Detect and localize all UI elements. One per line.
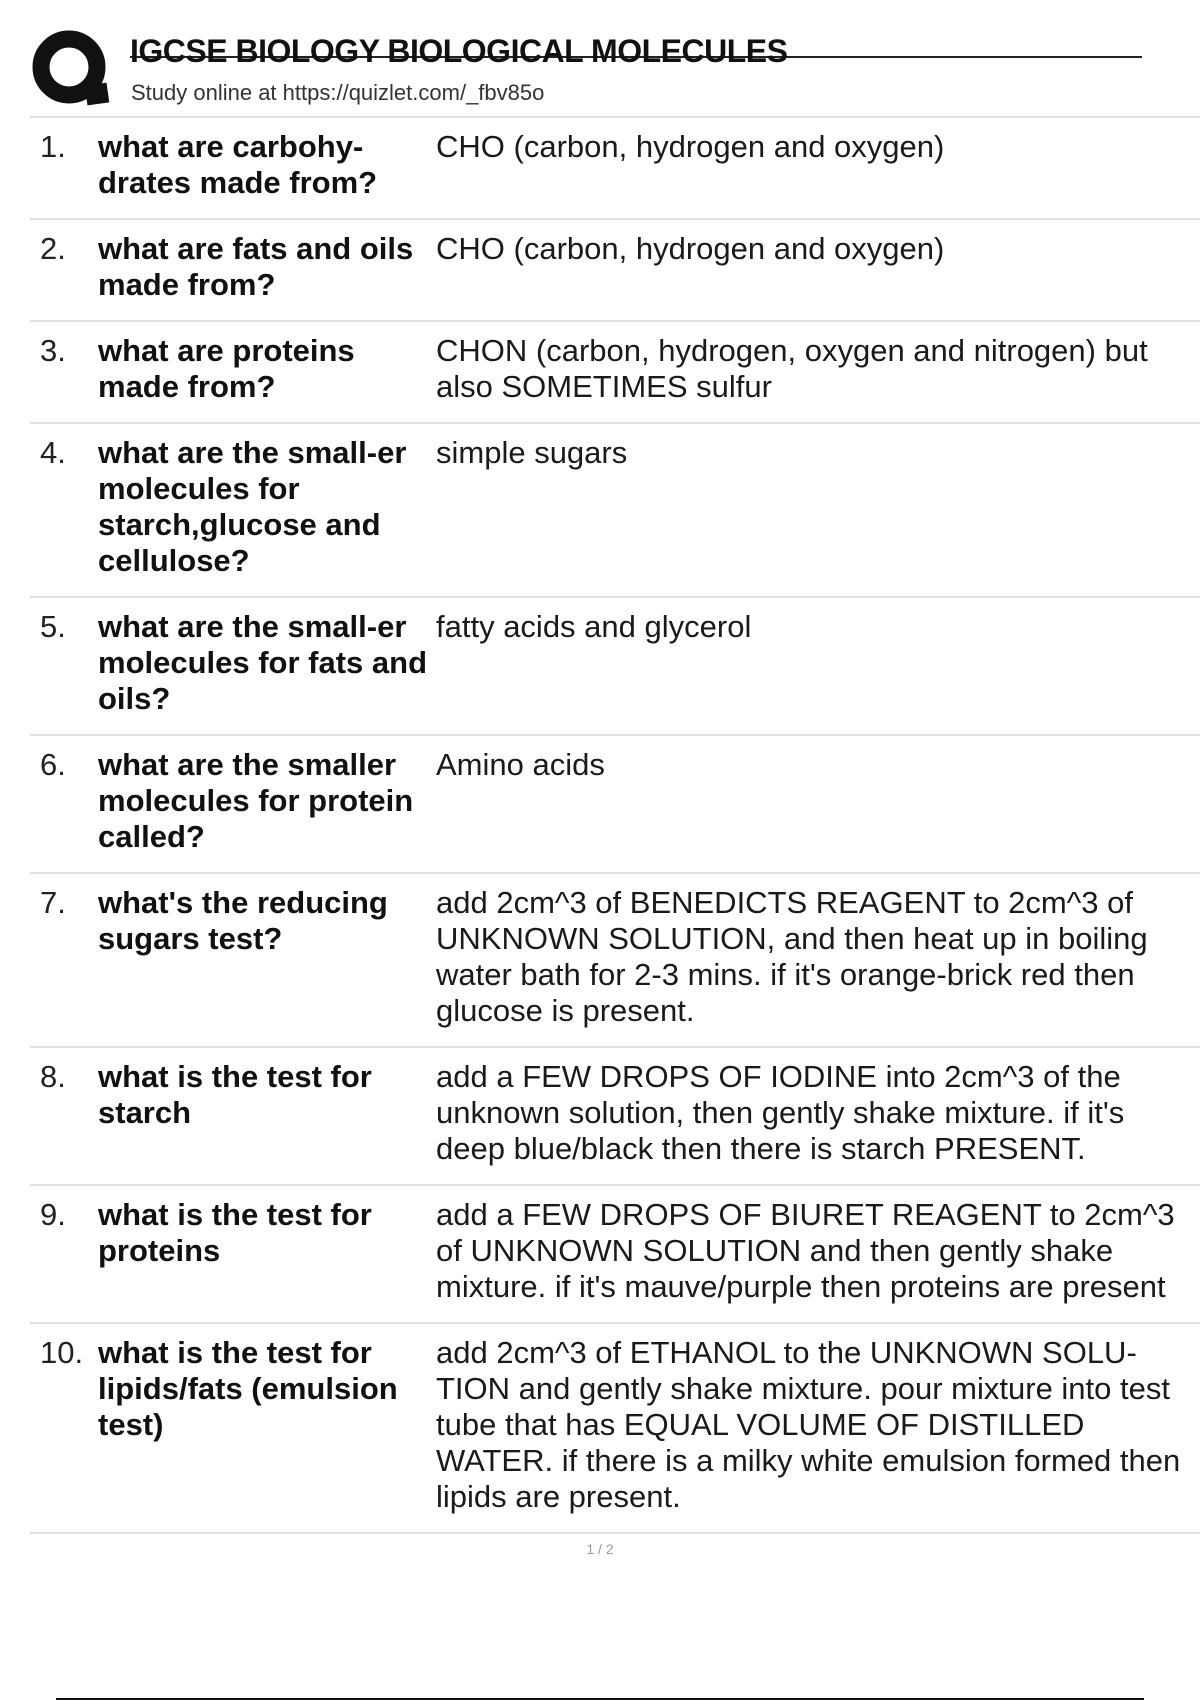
flashcard-row bbox=[30, 1324, 1200, 1534]
card-definition: simple sugars bbox=[436, 435, 628, 470]
card-definition: add 2cm^3 of BENEDICTS REAGENT to 2cm^3 of UNKNOWN SOLUTION, and then heat up in boiling water bath for 2-3 mins. if it's orange-brick red then glucose is present. bbox=[436, 885, 1148, 1028]
card-definition: add 2cm^3 of ETHANOL to the UNKNOWN SOLU-TION and gently shake mixture. pour mixture into test tube that has EQUAL VOLUME OF DISTILLED WATER. if there is a milky white emulsion formed then lipids are present. bbox=[436, 1335, 1181, 1514]
card-term: what is the test for starch bbox=[98, 1059, 372, 1130]
card-number: 3. bbox=[40, 333, 66, 368]
flashcard-row bbox=[30, 220, 1200, 322]
card-term: what are proteins made from? bbox=[98, 333, 355, 404]
document-header bbox=[0, 0, 1200, 118]
flashcard-row bbox=[30, 322, 1200, 424]
card-term: what are the smaller molecules for protein called? bbox=[98, 747, 414, 854]
card-definition: CHO (carbon, hydrogen and oxygen) bbox=[436, 129, 945, 164]
card-number: 8. bbox=[40, 1059, 66, 1094]
flashcard-row bbox=[30, 424, 1200, 598]
card-definition: add a FEW DROPS OF BIURET REAGENT to 2cm^3 of UNKNOWN SOLUTION and then gently shake mixture. if it's mauve/purple then proteins are present bbox=[436, 1197, 1175, 1304]
flashcard-row bbox=[30, 118, 1200, 220]
document-title: IGCSE BIOLOGY BIOLOGICAL MOLECULES bbox=[130, 33, 788, 69]
card-number: 7. bbox=[40, 885, 66, 920]
card-definition: CHON (carbon, hydrogen, oxygen and nitrogen) but also SOMETIMES sulfur bbox=[436, 333, 1148, 404]
flashcard-row bbox=[30, 736, 1200, 874]
flashcard-row bbox=[30, 1186, 1200, 1324]
card-term: what is the test for proteins bbox=[98, 1197, 372, 1268]
page-number: 1 / 2 bbox=[586, 1541, 614, 1557]
card-term: what are carbohy-drates made from? bbox=[98, 129, 378, 200]
card-definition: Amino acids bbox=[436, 747, 605, 782]
card-number: 9. bbox=[40, 1197, 66, 1232]
card-definition: CHO (carbon, hydrogen and oxygen) bbox=[436, 231, 945, 266]
card-term: what are the small-er molecules for starch,glucose and cellulose? bbox=[98, 435, 407, 578]
card-number: 10. bbox=[40, 1335, 84, 1370]
card-term: what are fats and oils made from? bbox=[98, 231, 414, 302]
card-number: 5. bbox=[40, 609, 66, 644]
document-subtitle: Study online at https://quizlet.com/_fbv85o bbox=[131, 80, 545, 105]
card-number: 1. bbox=[40, 129, 66, 164]
card-number: 2. bbox=[40, 231, 66, 266]
quizlet-logo-icon bbox=[32, 30, 112, 110]
card-definition: fatty acids and glycerol bbox=[436, 609, 752, 644]
flashcard-row bbox=[30, 598, 1200, 736]
flashcard-row bbox=[30, 874, 1200, 1048]
flashcard-row bbox=[30, 1048, 1200, 1186]
card-term: what's the reducing sugars test? bbox=[98, 885, 388, 956]
flashcard-list bbox=[30, 116, 1200, 1534]
card-term: what is the test for lipids/fats (emulsion test) bbox=[98, 1335, 398, 1442]
card-term: what are the small-er molecules for fats and oils? bbox=[98, 609, 428, 716]
card-number: 4. bbox=[40, 435, 66, 470]
card-number: 6. bbox=[40, 747, 66, 782]
card-definition: add a FEW DROPS OF IODINE into 2cm^3 of the unknown solution, then gently shake mixture. if it's deep blue/black then there is starch PRESENT. bbox=[436, 1059, 1125, 1166]
